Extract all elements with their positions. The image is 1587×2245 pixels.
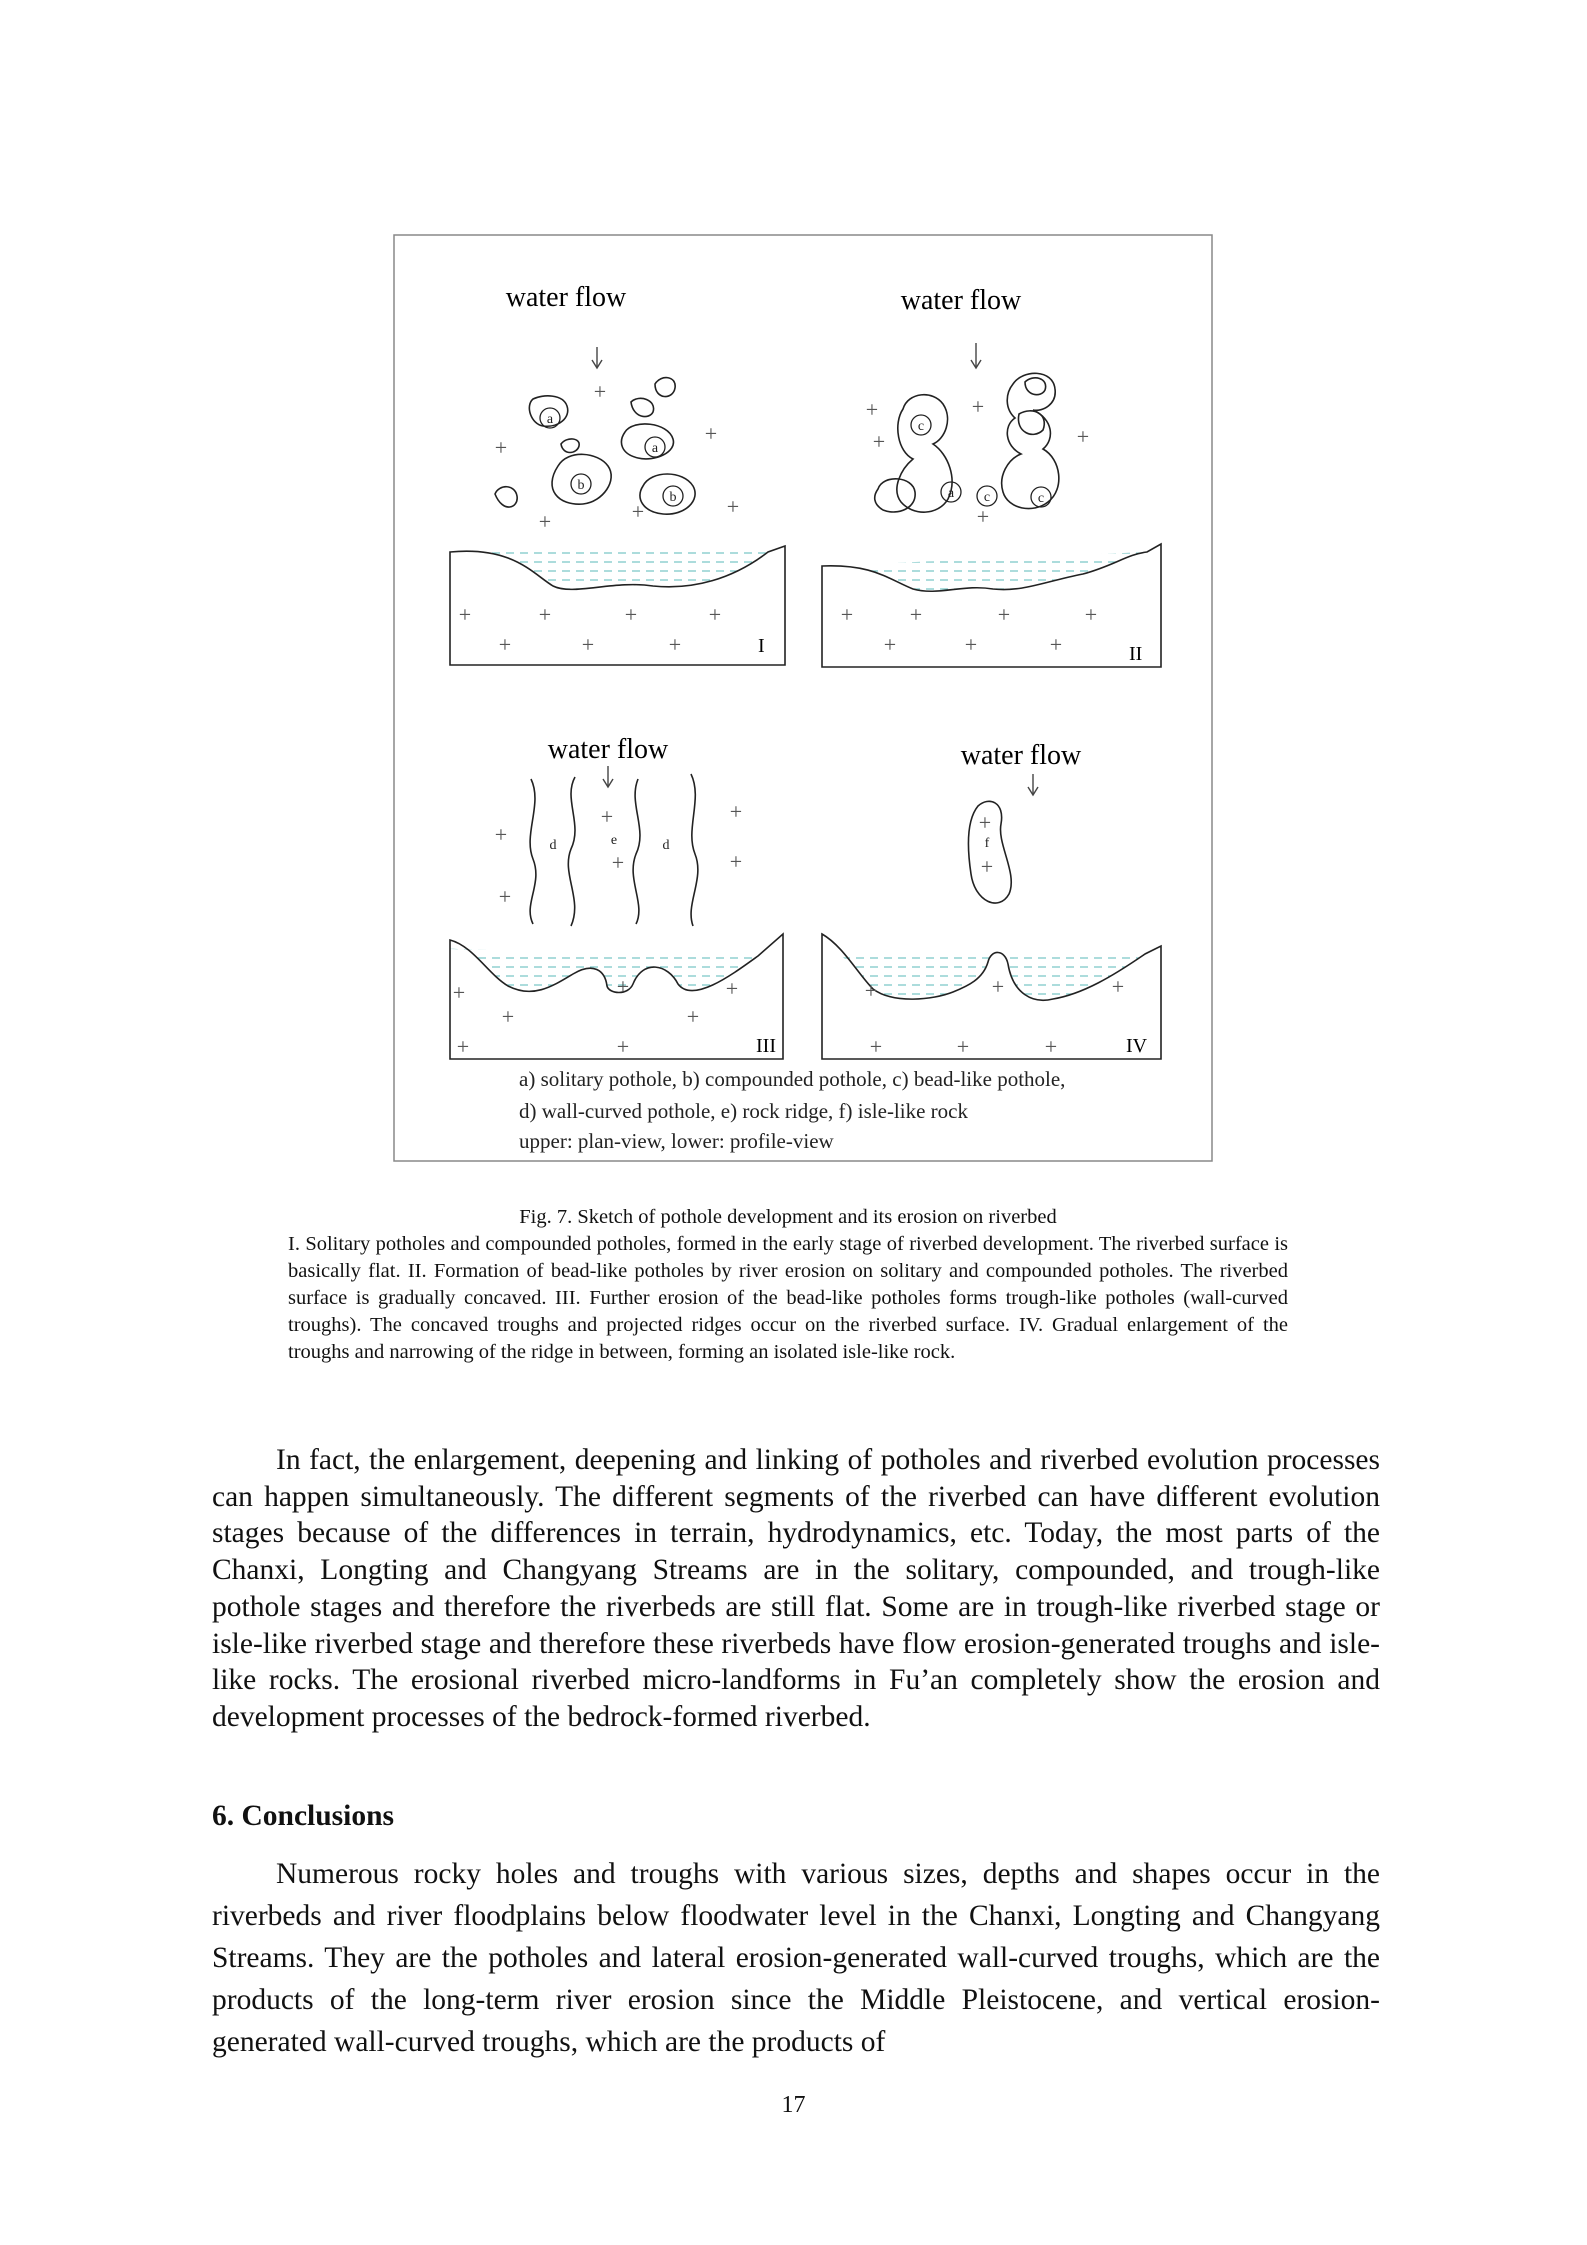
label-a-3: a xyxy=(947,486,955,501)
label-a-2: a xyxy=(651,441,659,456)
flow-label-4: water flow xyxy=(960,740,1082,771)
svg-text:+: + xyxy=(872,429,886,454)
label-c-2: c xyxy=(983,490,991,505)
svg-text:+: + xyxy=(708,602,722,627)
svg-text:+: + xyxy=(971,394,985,419)
svg-text:+: + xyxy=(864,978,878,1003)
svg-text:+: + xyxy=(501,1004,515,1029)
svg-text:+: + xyxy=(1076,424,1090,449)
svg-text:+: + xyxy=(840,602,854,627)
panel-numeral-4: IV xyxy=(1126,1035,1148,1057)
svg-text:+: + xyxy=(1084,602,1098,627)
svg-text:+: + xyxy=(865,397,879,422)
svg-text:+: + xyxy=(494,822,508,847)
label-c-3: c xyxy=(1037,491,1045,506)
svg-text:+: + xyxy=(538,509,552,534)
legend-line-2: d) wall-curved pothole, e) rock ridge, f) isle-like rock xyxy=(519,1099,968,1123)
svg-text:+: + xyxy=(593,379,607,404)
figure-caption-title: Fig. 7. Sketch of pothole development and its erosion on riverbed xyxy=(519,1206,1057,1228)
label-a-1: a xyxy=(546,412,554,427)
svg-text:+: + xyxy=(624,602,638,627)
svg-text:+: + xyxy=(909,602,923,627)
svg-text:+: + xyxy=(956,1034,970,1059)
svg-text:+: + xyxy=(978,810,992,835)
panel-numeral-2: II xyxy=(1129,643,1143,665)
svg-text:+: + xyxy=(538,602,552,627)
page-number: 17 xyxy=(781,2092,806,2118)
svg-text:+: + xyxy=(729,849,743,874)
body-paragraph-1: In fact, the enlargement, deepening and linking of potholes and riverbed evolution processes can happen simultaneously. The different segments of the riverbed can have different evolution stages because of the differences in terrain, hydrodynamics, etc. Today, the most parts of the Chanxi, Longting and Changyang Streams are in the solitary, compounded, and trough-like pothole stages and therefore the riverbeds are still flat. Some are in trough-like riverbed stage or isle-like riverbed stage and therefore these riverbeds have flow erosion-generated troughs and isle-like rocks. The erosional riverbed micro-landforms in Fu’an completely show the erosion and development processes of the bedrock-formed riverbed. xyxy=(212,1444,1380,1733)
label-b-1: b xyxy=(577,478,585,493)
svg-text:+: + xyxy=(456,1034,470,1059)
flow-label-3: water flow xyxy=(547,734,669,765)
figure-7-sketch xyxy=(393,234,1213,1162)
svg-text:+: + xyxy=(883,632,897,657)
svg-text:+: + xyxy=(581,632,595,657)
panel-numeral-1: I xyxy=(758,635,765,657)
label-b-2: b xyxy=(669,490,677,505)
svg-text:+: + xyxy=(729,799,743,824)
svg-text:+: + xyxy=(686,1004,700,1029)
label-f-1: f xyxy=(984,836,990,851)
svg-text:+: + xyxy=(1049,632,1063,657)
legend-line-3: upper: plan-view, lower: profile-view xyxy=(519,1129,834,1153)
svg-text:+: + xyxy=(726,494,740,519)
svg-text:+: + xyxy=(980,854,994,879)
svg-text:+: + xyxy=(1044,1034,1058,1059)
svg-text:+: + xyxy=(498,632,512,657)
panel-numeral-3: III xyxy=(756,1035,776,1057)
flow-label-2: water flow xyxy=(900,285,1022,316)
svg-text:+: + xyxy=(704,421,718,446)
svg-text:+: + xyxy=(498,884,512,909)
label-d-2: d xyxy=(662,838,670,853)
svg-text:+: + xyxy=(452,980,466,1005)
svg-text:+: + xyxy=(964,632,978,657)
svg-text:+: + xyxy=(458,602,472,627)
svg-text:+: + xyxy=(1111,974,1125,999)
svg-text:+: + xyxy=(869,1034,883,1059)
svg-text:+: + xyxy=(631,499,645,524)
label-e-1: e xyxy=(610,833,618,848)
svg-text:+: + xyxy=(600,804,614,829)
svg-text:+: + xyxy=(611,850,625,875)
flow-label-1: water flow xyxy=(505,282,627,313)
body-paragraph-2: Numerous rocky holes and troughs with various sizes, depths and shapes occur in the riverbeds and river floodplains below floodwater level in the Chanxi, Longting and Changyang Streams. They are the potholes and lateral erosion-generated wall-curved troughs, which are the products of the long-term river erosion since the Middle Pleistocene, and vertical erosion-generated wall-curved troughs, which are the products of xyxy=(212,1858,1380,2058)
svg-text:+: + xyxy=(616,1034,630,1059)
svg-text:+: + xyxy=(976,504,990,529)
svg-text:+: + xyxy=(997,602,1011,627)
section-heading: 6. Conclusions xyxy=(212,1800,394,1832)
svg-text:+: + xyxy=(668,632,682,657)
svg-text:+: + xyxy=(725,976,739,1001)
label-c-1: c xyxy=(917,419,925,434)
label-d-1: d xyxy=(549,838,557,853)
svg-text:+: + xyxy=(494,435,508,460)
svg-text:+: + xyxy=(616,974,630,999)
legend-line-1: a) solitary pothole, b) compounded pothole, c) bead-like pothole, xyxy=(519,1067,1066,1091)
figure-caption-body: I. Solitary potholes and compounded potholes, formed in the early stage of riverbed development. The riverbed surface is basically flat. II. Formation of bead-like potholes by river erosion on solitary and compounded potholes. The riverbed surface is gradually concaved. III. Further erosion of the bead-like potholes forms trough-like potholes (wall-curved troughs). The concaved troughs and projected ridges occur on the riverbed surface. IV. Gradual enlargement of the troughs and narrowing of the ridge in between, forming an isolated isle-like rock. xyxy=(288,1233,1288,1363)
svg-text:+: + xyxy=(991,974,1005,999)
